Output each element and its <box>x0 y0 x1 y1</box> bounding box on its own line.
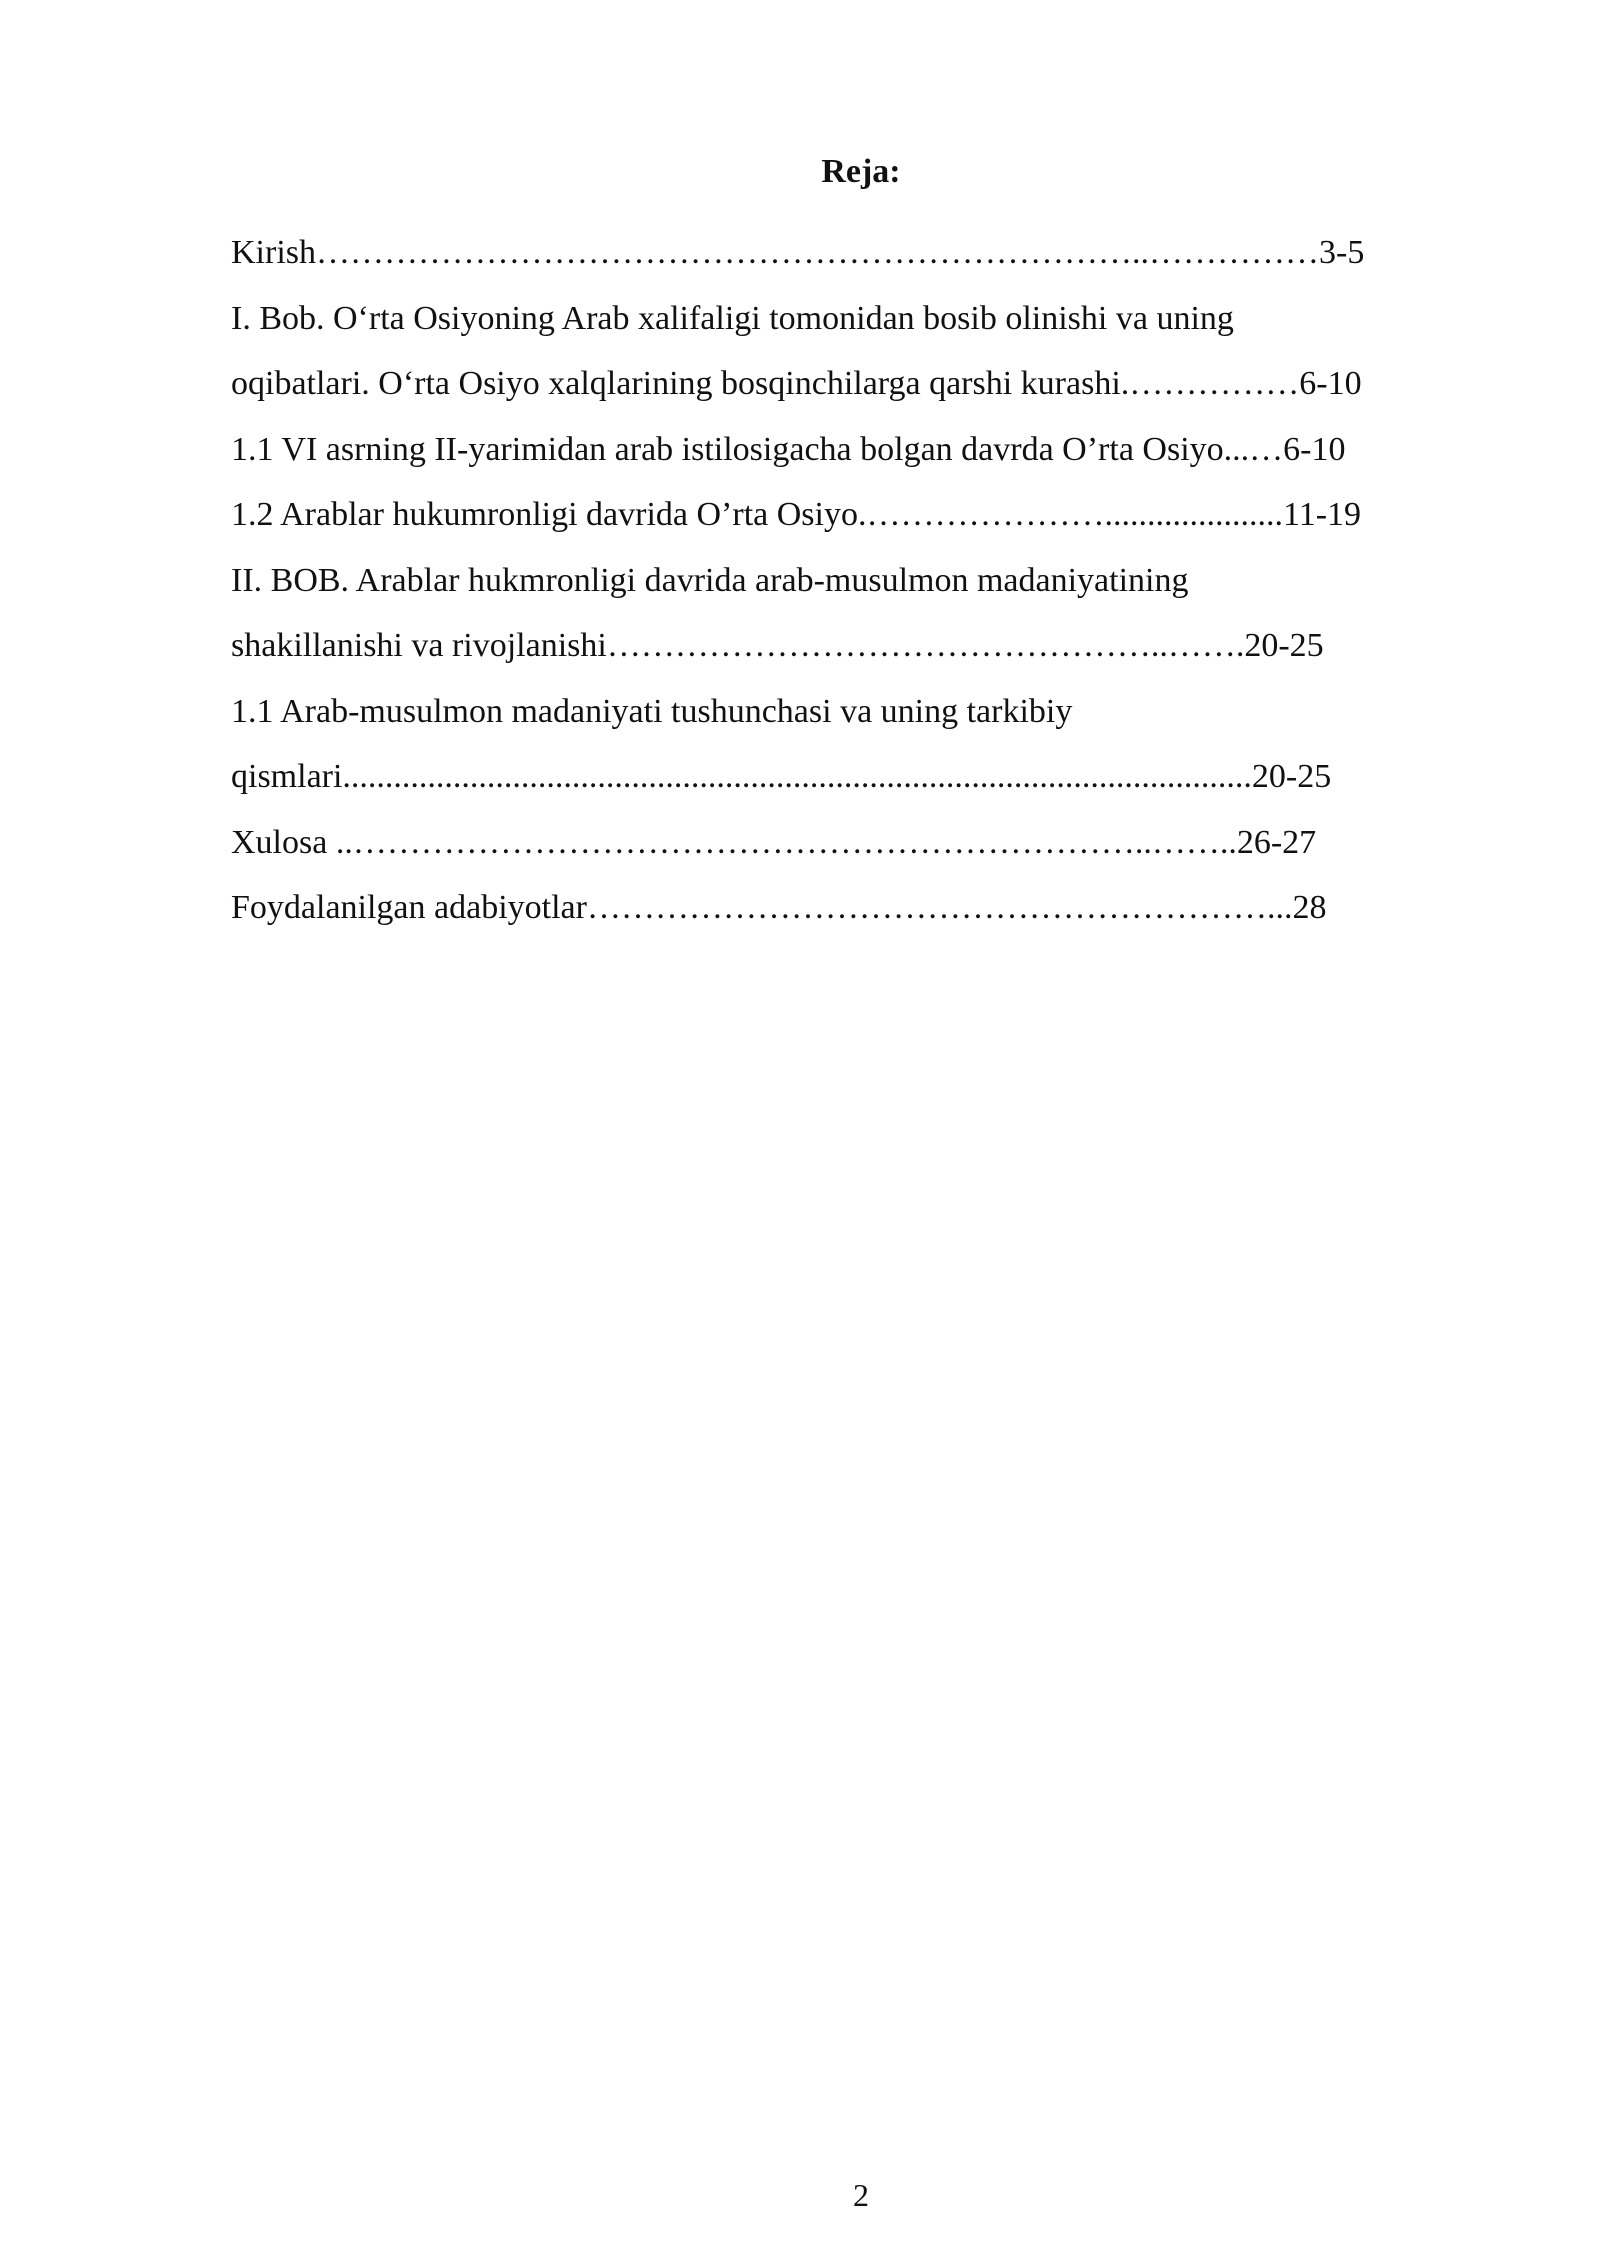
toc-entry-chapter-1-title-line-2: oqibatlari. O‘rta Osiyo xalqlarining bosqinchilarga qarshi kurashi.……………6-10 <box>231 365 1362 402</box>
table-of-contents <box>231 220 1501 941</box>
toc-entry-section-1-1: 1.1 VI asrning II-yarimidan arab istilosigacha bolgan davrda O’rta Osiyo...…6-10 <box>231 430 1346 468</box>
toc-entry-section-1-2: 1.2 Arablar hukumronligi davrida O’rta Osiyo.………………….....................11-19 <box>231 496 1362 533</box>
toc-entry-chapter-2-title-line-1: II. BOB. Arablar hukmronligi davrida arab-musulmon madaniyatining <box>231 561 1189 599</box>
toc-entry-section-2-1-line-2: qismlari...........................................................................................................20-25 <box>231 758 1332 795</box>
toc-entry-chapter-1-title-line-1: I. Bob. O‘rta Osiyoning Arab xalifaligi tomonidan bosib olinishi va uning <box>231 299 1234 337</box>
toc-entry-section-2-1-line-1: 1.1 Arab-musulmon madaniyati tushunchasi va uning tarkibiy <box>231 692 1073 730</box>
document-title: Reja: <box>821 153 901 190</box>
page-number: 2 <box>853 2177 869 2213</box>
toc-entry-references: Foydalanilgan adabiyotlar……………………………………………………...28 <box>231 889 1327 926</box>
toc-entry-chapter-2-title-line-2: shakillanishi va rivojlanishi…………………………………………..…….20-25 <box>231 627 1324 664</box>
toc-entry-introduction: Kirish………………………………………………………………..……………3-5 <box>231 234 1365 271</box>
toc-entry-conclusion: Xulosa ..……………………………………………………………..……..26-27 <box>231 823 1317 861</box>
